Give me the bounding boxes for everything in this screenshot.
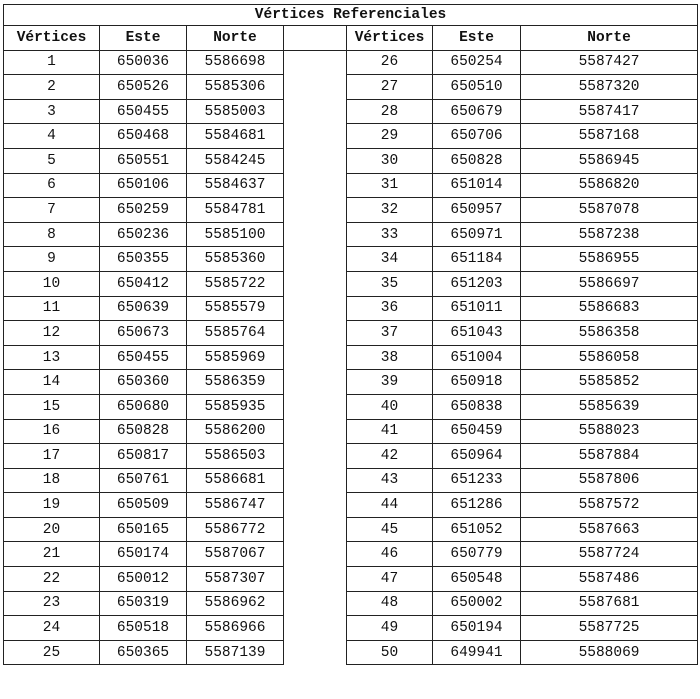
este-value-left: 650012 xyxy=(100,567,187,592)
este-value-left: 650165 xyxy=(100,517,187,542)
column-gap xyxy=(284,468,347,493)
table-row xyxy=(4,468,698,493)
vertex-number-right: 41 xyxy=(347,419,433,444)
vertex-number-right: 26 xyxy=(347,50,433,75)
este-value-right: 651184 xyxy=(433,247,521,272)
table-row xyxy=(4,394,698,419)
norte-value-left: 5585764 xyxy=(187,321,284,346)
norte-value-left: 5585969 xyxy=(187,345,284,370)
este-value-left: 650518 xyxy=(100,616,187,641)
norte-value-left: 5585579 xyxy=(187,296,284,321)
header-este-right: Este xyxy=(433,26,521,51)
este-value-right: 650964 xyxy=(433,444,521,469)
norte-value-left: 5586681 xyxy=(187,468,284,493)
vertex-number-right: 31 xyxy=(347,173,433,198)
este-value-right: 650679 xyxy=(433,99,521,124)
column-gap xyxy=(284,591,347,616)
norte-value-right: 5586955 xyxy=(521,247,698,272)
column-gap xyxy=(284,345,347,370)
este-value-left: 650360 xyxy=(100,370,187,395)
column-gap xyxy=(284,419,347,444)
norte-value-right: 5586058 xyxy=(521,345,698,370)
column-gap xyxy=(284,173,347,198)
column-gap xyxy=(284,640,347,665)
vertex-number-left: 17 xyxy=(4,444,100,469)
vertex-number-right: 48 xyxy=(347,591,433,616)
este-value-left: 650639 xyxy=(100,296,187,321)
norte-value-right: 5587168 xyxy=(521,124,698,149)
este-value-left: 650236 xyxy=(100,222,187,247)
norte-value-left: 5587067 xyxy=(187,542,284,567)
header-este-left: Este xyxy=(100,26,187,51)
norte-value-right: 5587725 xyxy=(521,616,698,641)
este-value-right: 651286 xyxy=(433,493,521,518)
este-value-left: 650355 xyxy=(100,247,187,272)
vertex-number-left: 7 xyxy=(4,198,100,223)
table-row xyxy=(4,296,698,321)
vertex-number-left: 25 xyxy=(4,640,100,665)
este-value-left: 650509 xyxy=(100,493,187,518)
norte-value-right: 5587486 xyxy=(521,567,698,592)
este-value-right: 650510 xyxy=(433,75,521,100)
vertex-number-right: 30 xyxy=(347,148,433,173)
este-value-left: 650455 xyxy=(100,345,187,370)
vertex-number-left: 15 xyxy=(4,394,100,419)
norte-value-right: 5587681 xyxy=(521,591,698,616)
este-value-left: 650526 xyxy=(100,75,187,100)
column-gap xyxy=(284,370,347,395)
este-value-left: 650036 xyxy=(100,50,187,75)
column-gap xyxy=(284,517,347,542)
table-row xyxy=(4,247,698,272)
este-value-right: 650779 xyxy=(433,542,521,567)
column-gap xyxy=(284,75,347,100)
table-row xyxy=(4,493,698,518)
norte-value-right: 5588069 xyxy=(521,640,698,665)
este-value-right: 651043 xyxy=(433,321,521,346)
table-row xyxy=(4,148,698,173)
header-vertices-right: Vértices xyxy=(347,26,433,51)
column-gap xyxy=(284,616,347,641)
norte-value-left: 5586200 xyxy=(187,419,284,444)
este-value-left: 650673 xyxy=(100,321,187,346)
vertex-number-left: 10 xyxy=(4,271,100,296)
table-row xyxy=(4,271,698,296)
este-value-left: 650761 xyxy=(100,468,187,493)
column-gap xyxy=(284,271,347,296)
column-gap xyxy=(284,247,347,272)
vertex-number-right: 49 xyxy=(347,616,433,641)
este-value-right: 650971 xyxy=(433,222,521,247)
vertex-number-left: 20 xyxy=(4,517,100,542)
norte-value-left: 5586962 xyxy=(187,591,284,616)
vertex-number-right: 38 xyxy=(347,345,433,370)
vertex-number-left: 23 xyxy=(4,591,100,616)
norte-value-left: 5584637 xyxy=(187,173,284,198)
norte-value-right: 5587427 xyxy=(521,50,698,75)
table-row xyxy=(4,542,698,567)
header-norte-left: Norte xyxy=(187,26,284,51)
vertex-number-right: 34 xyxy=(347,247,433,272)
column-gap xyxy=(284,26,347,51)
norte-value-right: 5587078 xyxy=(521,198,698,223)
vertex-number-left: 4 xyxy=(4,124,100,149)
este-value-left: 650259 xyxy=(100,198,187,223)
norte-value-right: 5586820 xyxy=(521,173,698,198)
table-row xyxy=(4,75,698,100)
este-value-left: 650817 xyxy=(100,444,187,469)
column-gap xyxy=(284,148,347,173)
table-row xyxy=(4,444,698,469)
este-value-left: 650412 xyxy=(100,271,187,296)
norte-value-left: 5586503 xyxy=(187,444,284,469)
table-row xyxy=(4,591,698,616)
este-value-right: 650706 xyxy=(433,124,521,149)
norte-value-right: 5587572 xyxy=(521,493,698,518)
vertex-number-left: 3 xyxy=(4,99,100,124)
este-value-right: 651011 xyxy=(433,296,521,321)
norte-value-right: 5586358 xyxy=(521,321,698,346)
table-row xyxy=(4,124,698,149)
norte-value-right: 5587238 xyxy=(521,222,698,247)
este-value-left: 650468 xyxy=(100,124,187,149)
vertex-number-left: 13 xyxy=(4,345,100,370)
norte-value-right: 5586683 xyxy=(521,296,698,321)
vertex-number-left: 24 xyxy=(4,616,100,641)
vertex-number-left: 5 xyxy=(4,148,100,173)
este-value-right: 650918 xyxy=(433,370,521,395)
vertex-number-left: 11 xyxy=(4,296,100,321)
column-gap xyxy=(284,50,347,75)
table-row xyxy=(4,345,698,370)
este-value-right: 650838 xyxy=(433,394,521,419)
este-value-left: 650828 xyxy=(100,419,187,444)
norte-value-left: 5584245 xyxy=(187,148,284,173)
norte-value-right: 5587417 xyxy=(521,99,698,124)
vertices-table xyxy=(3,4,698,665)
vertex-number-right: 29 xyxy=(347,124,433,149)
vertex-number-left: 8 xyxy=(4,222,100,247)
norte-value-right: 5587806 xyxy=(521,468,698,493)
norte-value-right: 5585639 xyxy=(521,394,698,419)
vertex-number-right: 39 xyxy=(347,370,433,395)
norte-value-right: 5587663 xyxy=(521,517,698,542)
column-gap xyxy=(284,296,347,321)
norte-value-left: 5585360 xyxy=(187,247,284,272)
table-row xyxy=(4,640,698,665)
norte-value-left: 5585100 xyxy=(187,222,284,247)
vertex-number-left: 9 xyxy=(4,247,100,272)
este-value-right: 650828 xyxy=(433,148,521,173)
norte-value-left: 5586698 xyxy=(187,50,284,75)
vertex-number-left: 6 xyxy=(4,173,100,198)
norte-value-right: 5586945 xyxy=(521,148,698,173)
norte-value-left: 5585722 xyxy=(187,271,284,296)
vertex-number-left: 12 xyxy=(4,321,100,346)
vertex-number-right: 46 xyxy=(347,542,433,567)
column-gap xyxy=(284,99,347,124)
vertex-number-right: 45 xyxy=(347,517,433,542)
vertex-number-right: 32 xyxy=(347,198,433,223)
column-gap xyxy=(284,321,347,346)
norte-value-right: 5587884 xyxy=(521,444,698,469)
table-title: Vértices Referenciales xyxy=(4,5,698,26)
este-value-left: 650106 xyxy=(100,173,187,198)
norte-value-left: 5586966 xyxy=(187,616,284,641)
vertex-number-left: 2 xyxy=(4,75,100,100)
column-gap xyxy=(284,567,347,592)
este-value-left: 650174 xyxy=(100,542,187,567)
vertex-number-left: 16 xyxy=(4,419,100,444)
vertex-number-right: 42 xyxy=(347,444,433,469)
este-value-right: 650459 xyxy=(433,419,521,444)
vertex-number-left: 21 xyxy=(4,542,100,567)
vertex-number-right: 37 xyxy=(347,321,433,346)
column-gap xyxy=(284,493,347,518)
norte-value-right: 5587320 xyxy=(521,75,698,100)
header-vertices-left: Vértices xyxy=(4,26,100,51)
norte-value-left: 5585935 xyxy=(187,394,284,419)
este-value-right: 650002 xyxy=(433,591,521,616)
este-value-right: 651203 xyxy=(433,271,521,296)
column-gap xyxy=(284,394,347,419)
column-gap xyxy=(284,444,347,469)
norte-value-left: 5586359 xyxy=(187,370,284,395)
norte-value-left: 5586772 xyxy=(187,517,284,542)
header-row xyxy=(4,26,698,51)
este-value-right: 651052 xyxy=(433,517,521,542)
norte-value-right: 5586697 xyxy=(521,271,698,296)
vertex-number-right: 44 xyxy=(347,493,433,518)
column-gap xyxy=(284,124,347,149)
vertex-number-left: 1 xyxy=(4,50,100,75)
vertex-number-right: 40 xyxy=(347,394,433,419)
este-value-right: 650254 xyxy=(433,50,521,75)
header-norte-right: Norte xyxy=(521,26,698,51)
norte-value-left: 5584681 xyxy=(187,124,284,149)
table-row xyxy=(4,99,698,124)
table-row xyxy=(4,567,698,592)
table-row xyxy=(4,419,698,444)
table-row xyxy=(4,370,698,395)
column-gap xyxy=(284,222,347,247)
vertex-number-left: 19 xyxy=(4,493,100,518)
vertex-number-right: 36 xyxy=(347,296,433,321)
table-row xyxy=(4,517,698,542)
este-value-left: 650455 xyxy=(100,99,187,124)
table-row xyxy=(4,173,698,198)
vertex-number-right: 28 xyxy=(347,99,433,124)
este-value-right: 650194 xyxy=(433,616,521,641)
este-value-left: 650319 xyxy=(100,591,187,616)
este-value-right: 649941 xyxy=(433,640,521,665)
vertex-number-right: 47 xyxy=(347,567,433,592)
norte-value-left: 5586747 xyxy=(187,493,284,518)
vertex-number-right: 33 xyxy=(347,222,433,247)
norte-value-right: 5585852 xyxy=(521,370,698,395)
este-value-right: 651233 xyxy=(433,468,521,493)
norte-value-left: 5587307 xyxy=(187,567,284,592)
vertex-number-right: 50 xyxy=(347,640,433,665)
este-value-left: 650680 xyxy=(100,394,187,419)
vertex-number-right: 43 xyxy=(347,468,433,493)
vertex-number-right: 35 xyxy=(347,271,433,296)
table-row xyxy=(4,321,698,346)
este-value-left: 650365 xyxy=(100,640,187,665)
table-row xyxy=(4,616,698,641)
table-row xyxy=(4,50,698,75)
norte-value-right: 5588023 xyxy=(521,419,698,444)
vertex-number-left: 14 xyxy=(4,370,100,395)
este-value-right: 650957 xyxy=(433,198,521,223)
column-gap xyxy=(284,198,347,223)
vertex-number-left: 22 xyxy=(4,567,100,592)
vertex-number-right: 27 xyxy=(347,75,433,100)
norte-value-left: 5585003 xyxy=(187,99,284,124)
este-value-right: 650548 xyxy=(433,567,521,592)
table-row xyxy=(4,222,698,247)
table-row xyxy=(4,198,698,223)
norte-value-left: 5587139 xyxy=(187,640,284,665)
este-value-left: 650551 xyxy=(100,148,187,173)
este-value-right: 651014 xyxy=(433,173,521,198)
vertex-number-left: 18 xyxy=(4,468,100,493)
column-gap xyxy=(284,542,347,567)
norte-value-left: 5584781 xyxy=(187,198,284,223)
este-value-right: 651004 xyxy=(433,345,521,370)
norte-value-right: 5587724 xyxy=(521,542,698,567)
norte-value-left: 5585306 xyxy=(187,75,284,100)
